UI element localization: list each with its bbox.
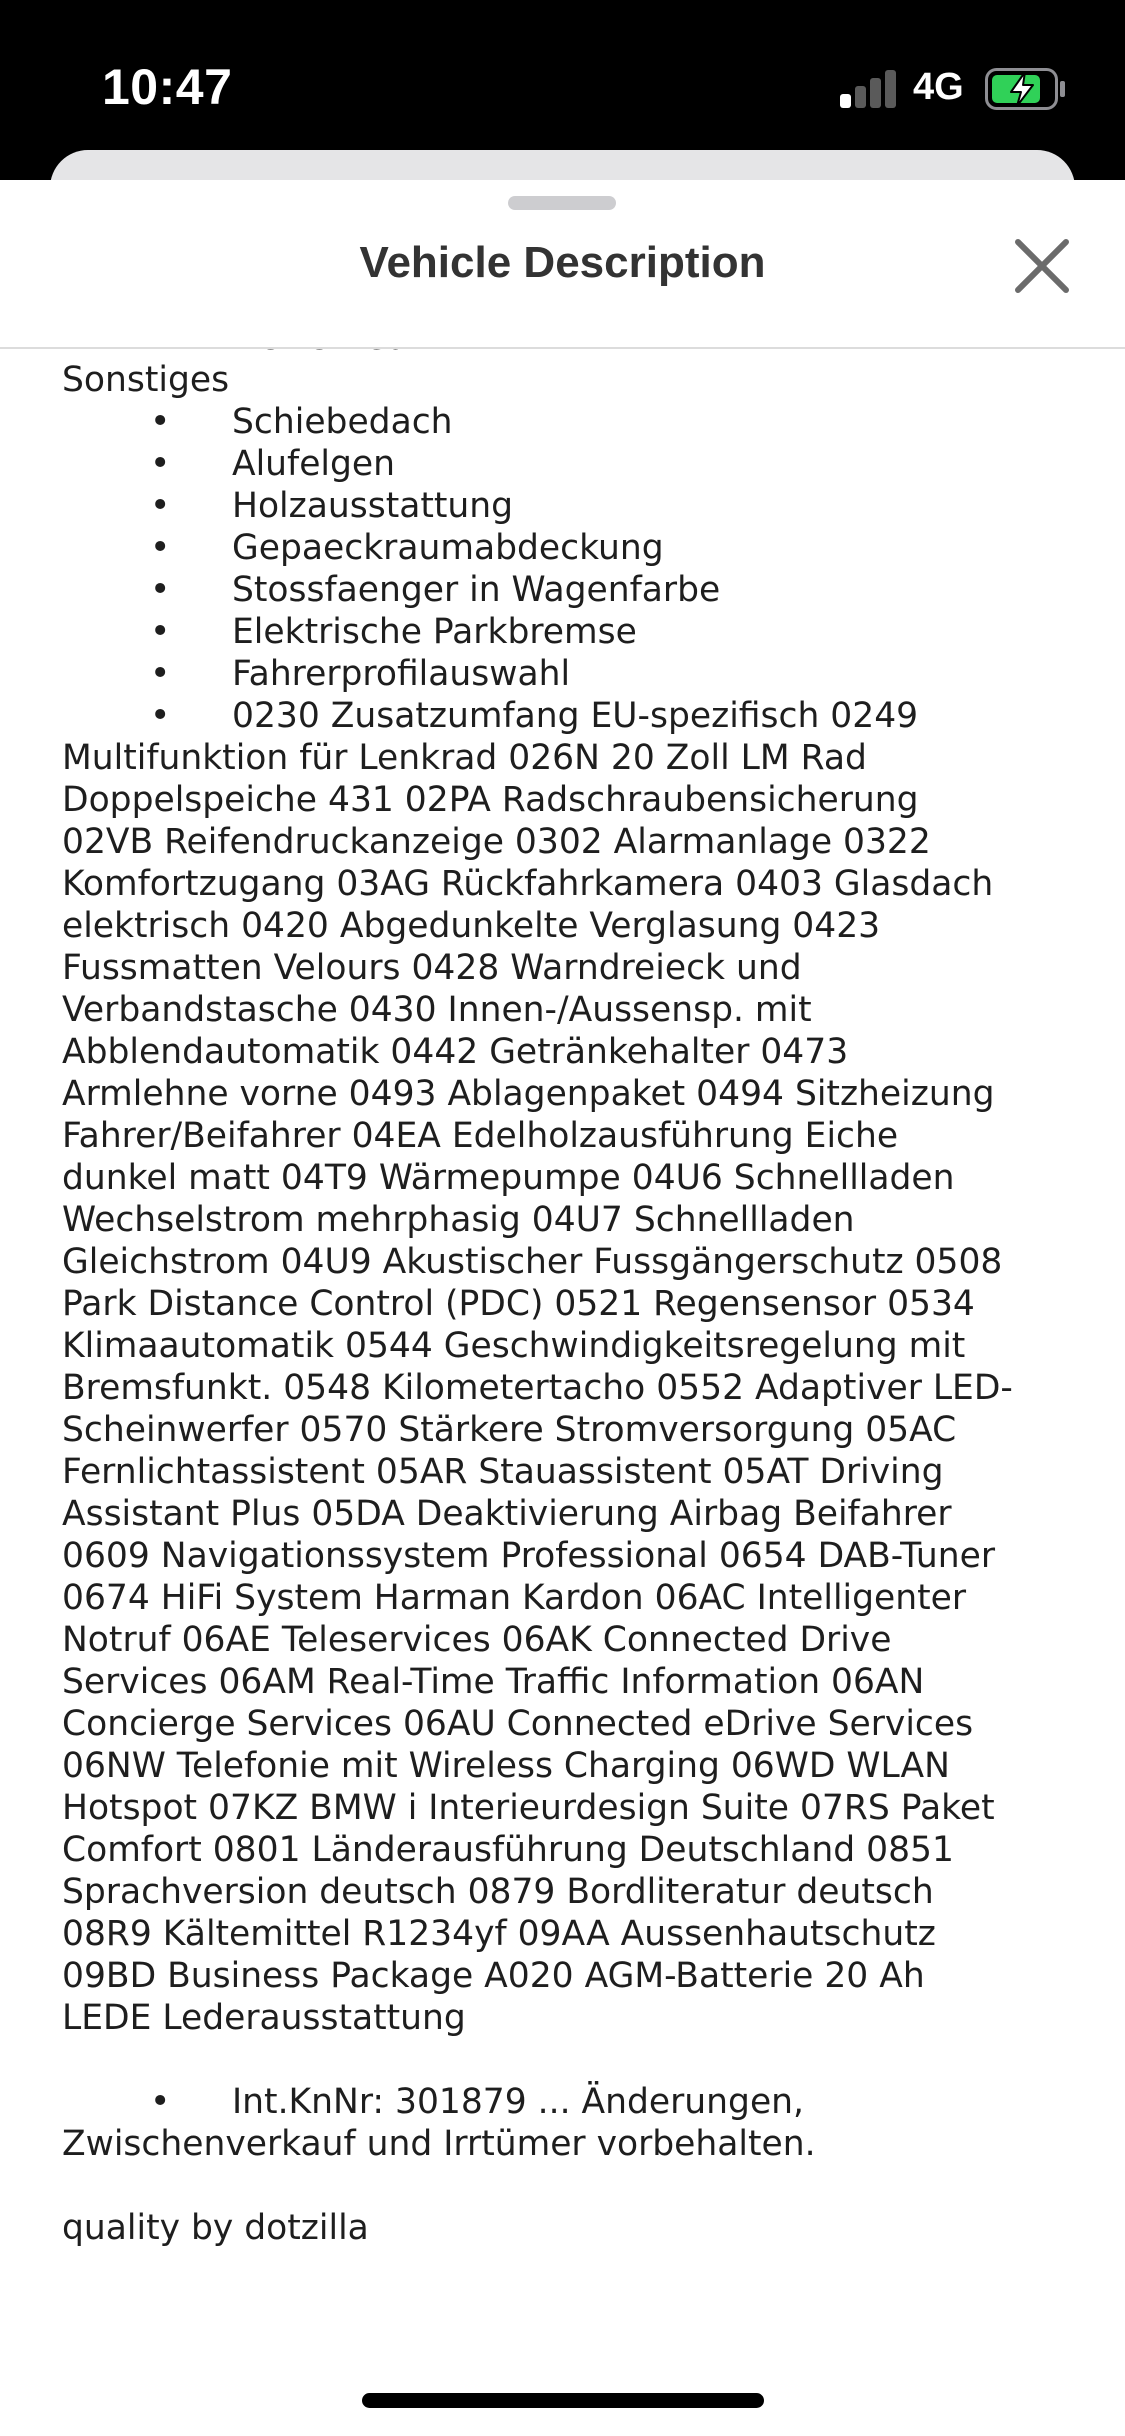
list-item-label: Fahrerprofilauswahl	[232, 654, 571, 694]
list-item	[62, 611, 1072, 653]
text-line: Assistant Plus 05DA Deaktivierung Airbag Beifahrer	[62, 1494, 952, 1534]
text-line: Armlehne vorne 0493 Ablagenpaket 0494 Sitzheizung	[62, 1074, 995, 1114]
text-line: LEDE Lederausstattung	[62, 1998, 466, 2038]
list-item-equipment-codes: • 0230 Zusatzumfang EU-spezifisch 0249	[150, 696, 919, 736]
close-icon[interactable]	[1008, 232, 1076, 300]
text-line: Scheinwerfer 0570 Stärkere Stromversorgung 05AC	[62, 1410, 957, 1450]
text-line: Bremsfunkt. 0548 Kilometertacho 0552 Adaptiver LED-	[62, 1368, 1013, 1408]
text-line: Komfortzugang 03AG Rückfahrkamera 0403 Glasdach	[62, 864, 994, 904]
list-item	[62, 653, 1072, 695]
sheet-header	[0, 180, 1125, 349]
text-line: elektrisch 0420 Abgedunkelte Verglasung 0423	[62, 906, 881, 946]
sheet-grabber-handle[interactable]	[508, 196, 616, 210]
list-item-label: Stossfaenger in Wagenfarbe	[232, 570, 721, 610]
list-item	[62, 485, 1072, 527]
text-line: Gleichstrom 04U9 Akustischer Fussgängerschutz 0508	[62, 1242, 1003, 1282]
footer-credit: quality by dotzilla	[62, 2208, 369, 2248]
list-item-label: Elektrische Parkbremse	[232, 612, 637, 652]
text-line: Sprachversion deutsch 0879 Bordliteratur deutsch	[62, 1872, 934, 1912]
text-line: Doppelspeiche 431 02PA Radschraubensicherung	[62, 780, 919, 820]
text-line: Klimaautomatik 0544 Geschwindigkeitsregelung mit	[62, 1326, 966, 1366]
bullet-dot: •	[150, 570, 171, 610]
text-line: Services 06AM Real-Time Traffic Information 06AN	[62, 1662, 925, 1702]
bullet-dot: •	[150, 654, 171, 694]
status-time: 10:47	[102, 59, 233, 115]
text-line: Verbandstasche 0430 Innen-/Aussensp. mit	[62, 990, 812, 1030]
text-line: dunkel matt 04T9 Wärmepumpe 04U6 Schnellladen	[62, 1158, 955, 1198]
list-item-label: Holzausstattung	[232, 486, 514, 526]
text-line: Fernlichtassistent 05AR Stauassistent 05AT Driving	[62, 1452, 944, 1492]
battery-charging-icon	[985, 68, 1067, 110]
feature-list	[62, 401, 1072, 695]
list-item-disclaimer: • Int.KnNr: 301879 ... Änderungen,	[150, 2082, 804, 2122]
text-line: Fahrer/Beifahrer 04EA Edelholzausführung Eiche	[62, 1116, 899, 1156]
network-type-label: 4G	[913, 66, 964, 108]
bullet-dot: •	[150, 486, 171, 526]
disclaimer-continuation: Zwischenverkauf und Irrtümer vorbehalten.	[62, 2124, 816, 2164]
text-line: 0674 HiFi System Harman Kardon 06AC Intelligenter	[62, 1578, 967, 1618]
list-item	[62, 401, 1072, 443]
text-line: 09BD Business Package A020 AGM-Batterie 20 Ah	[62, 1956, 925, 1996]
home-indicator[interactable]	[362, 2393, 764, 2408]
text-line: Hotspot 07KZ BMW i Interieurdesign Suite 07RS Paket	[62, 1788, 995, 1828]
vehicle-description-sheet	[0, 180, 1125, 2436]
bullet-dot: •	[150, 696, 171, 736]
spacer	[62, 2165, 1072, 2207]
text-line: 02VB Reifendruckanzeige 0302 Alarmanlage 0322	[62, 822, 931, 862]
text-line: Wechselstrom mehrphasig 04U7 Schnellladen	[62, 1200, 855, 1240]
list-item-label: Schiebedach	[232, 402, 453, 442]
status-bar	[0, 0, 1125, 150]
bullet-dot: •	[150, 2082, 171, 2122]
text-line: Concierge Services 06AU Connected eDrive Services	[62, 1704, 974, 1744]
sheet-title: Vehicle Description	[359, 238, 766, 287]
spacer	[62, 2039, 1072, 2081]
text-line: 0609 Navigationssystem Professional 0654 DAB-Tuner	[62, 1536, 996, 1576]
text-line: Abblendautomatik 0442 Getränkehalter 0473	[62, 1032, 849, 1072]
text-line: Notruf 06AE Teleservices 06AK Connected Drive	[62, 1620, 892, 1660]
section-heading: Sonstiges	[62, 360, 230, 400]
bullet-dot: •	[150, 444, 171, 484]
list-item-label: Alufelgen	[232, 444, 395, 484]
bullet-dot: •	[150, 528, 171, 568]
list-item	[62, 569, 1072, 611]
text-line: Park Distance Control (PDC) 0521 Regensensor 0534	[62, 1284, 975, 1324]
list-item	[62, 527, 1072, 569]
bullet-dot: •	[150, 612, 171, 652]
signal-bars-icon	[838, 70, 900, 110]
list-item	[62, 443, 1072, 485]
text-line: 08R9 Kältemittel R1234yf 09AA Aussenhautschutz	[62, 1914, 936, 1954]
bullet-dot: •	[150, 402, 171, 442]
list-item-label: Gepaeckraumabdeckung	[232, 528, 664, 568]
description-scroll-area[interactable]	[0, 349, 1125, 2436]
text-line: 06NW Telefonie mit Wireless Charging 06WD WLAN	[62, 1746, 950, 1786]
text-line: Comfort 0801 Länderausführung Deutschland 0851	[62, 1830, 954, 1870]
description-text	[62, 317, 1072, 2249]
equipment-codes-text	[62, 737, 1072, 2039]
text-line: Multifunktion für Lenkrad 026N 20 Zoll LM Rad	[62, 738, 867, 778]
text-line: Fussmatten Velours 0428 Warndreieck und	[62, 948, 802, 988]
